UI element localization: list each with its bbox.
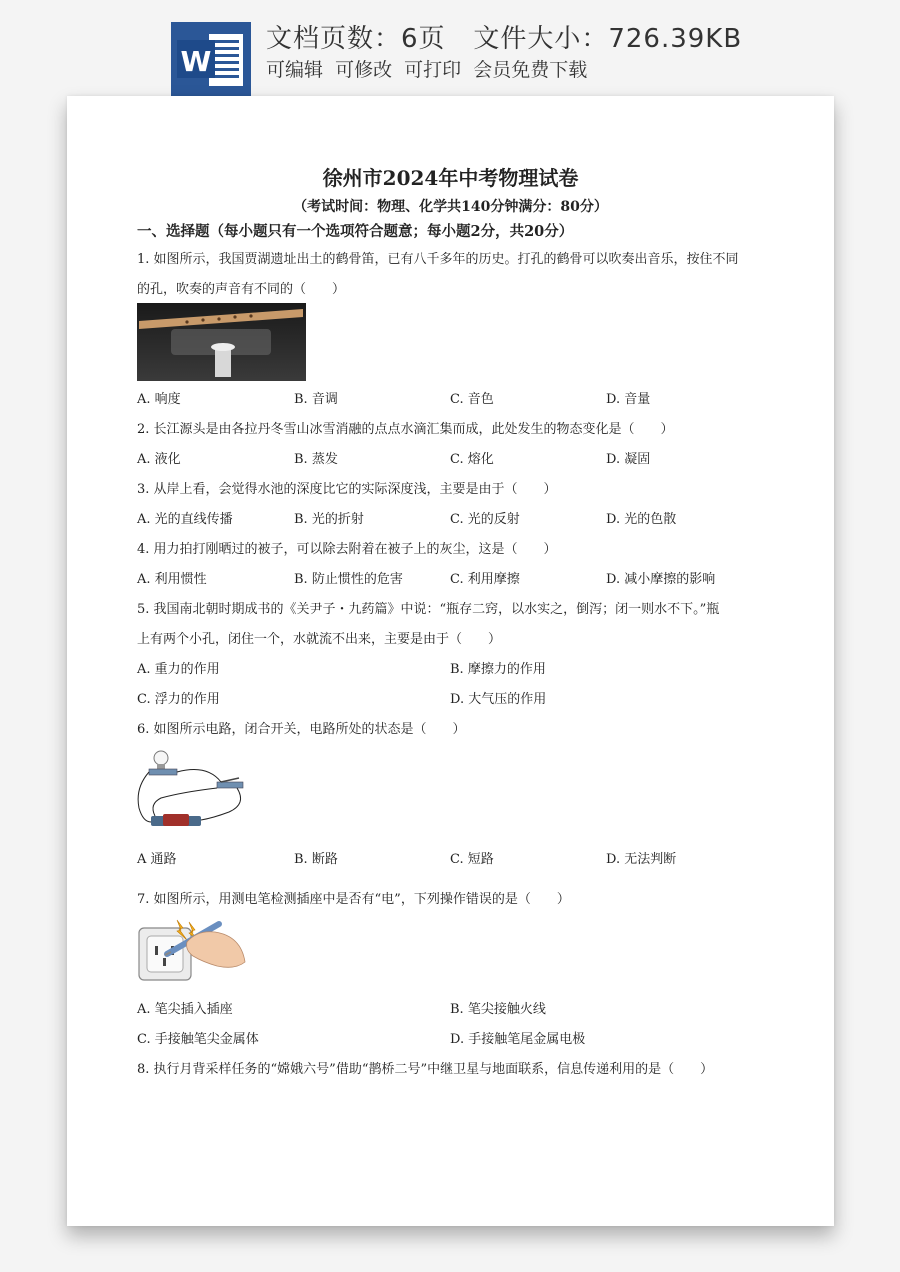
- word-icon-letter: W: [180, 45, 212, 78]
- question-1-option-a: A. 响度: [137, 392, 181, 407]
- question-7-line-1: 7. 如图所示，用测电笔检测插座中是否有“电”，下列操作错误的是（ ）: [137, 892, 570, 907]
- file-features: 可编辑 可修改 可打印 会员免费下载: [266, 59, 588, 81]
- circuit-diagram: [137, 748, 249, 834]
- question-5-option-c: C. 浮力的作用: [137, 692, 220, 707]
- question-2-line-1: 2. 长江源头是由各拉丹冬雪山冰雪消融的点点水滴汇集而成，此处发生的物态变化是（ ）: [137, 422, 674, 437]
- exam-title: 徐州市2024年中考物理试卷: [322, 166, 579, 190]
- question-6-line-1: 6. 如图所示电路，闭合开关，电路所处的状态是（ ）: [137, 722, 466, 737]
- question-1-line-1: 1. 如图所示，我国贾湖遗址出土的鹤骨笛，已有八千多年的历史。打孔的鹤骨可以吹奏出音乐，按住不同: [137, 252, 739, 267]
- question-5-option-d: D. 大气压的作用: [450, 692, 547, 707]
- bone-flute-image: [137, 303, 306, 381]
- question-6-option-c: C. 短路: [450, 852, 494, 867]
- question-3-option-d: D. 光的色散: [606, 512, 677, 527]
- question-6-option-d: D. 无法判断: [606, 852, 677, 867]
- question-1-option-d: D. 音量: [606, 392, 651, 407]
- question-3-option-b: B. 光的折射: [294, 512, 364, 527]
- exam-subtitle: （考试时间：物理、化学共140分钟满分：80分）: [293, 199, 608, 215]
- question-8-line-1: 8. 执行月背采样任务的“嫦娥六号”借助“鹊桥二号”中继卫星与地面联系，信息传递利用的是（ ）: [137, 1062, 714, 1077]
- question-3-option-c: C. 光的反射: [450, 512, 520, 527]
- question-7-option-b: B. 笔尖接触火线: [450, 1002, 546, 1017]
- question-2-option-b: B. 蒸发: [294, 452, 338, 467]
- question-4-line-1: 4. 用力拍打刚晒过的被子，可以除去附着在被子上的灰尘，这是（ ）: [137, 542, 557, 557]
- test-pen-socket-image: [137, 918, 249, 984]
- question-7-option-d: D. 手接触笔尾金属电极: [450, 1032, 586, 1047]
- word-document-icon: [171, 22, 251, 96]
- question-2-option-d: D. 凝固: [606, 452, 651, 467]
- question-3-option-a: A. 光的直线传播: [137, 512, 233, 527]
- question-2-option-a: A. 液化: [137, 452, 181, 467]
- question-6-option-b: B. 断路: [294, 852, 338, 867]
- question-4-option-b: B. 防止惯性的危害: [294, 572, 403, 587]
- document-page: [67, 96, 834, 1226]
- question-5-option-a: A. 重力的作用: [137, 662, 220, 677]
- question-4-option-c: C. 利用摩擦: [450, 572, 520, 587]
- question-1-option-b: B. 音调: [294, 392, 338, 407]
- file-info: 文档页数：6页 文件大小：726.39KB: [266, 24, 743, 54]
- question-5-option-b: B. 摩擦力的作用: [450, 662, 546, 677]
- question-2-option-c: C. 熔化: [450, 452, 494, 467]
- question-6-option-a: A 通路: [137, 852, 177, 867]
- question-5-line-2: 上有两个小孔，闭住一个，水就流不出来，主要是由于（ ）: [137, 632, 502, 647]
- question-5-line-1: 5. 我国南北朝时期成书的《关尹子・九药篇》中说：“瓶存二窍，以水实之，倒泻；闭一则水不下。”瓶: [137, 602, 720, 617]
- question-3-line-1: 3. 从岸上看，会觉得水池的深度比它的实际深度浅，主要是由于（ ）: [137, 482, 557, 497]
- question-1-option-c: C. 音色: [450, 392, 494, 407]
- section-heading: 一、选择题（每小题只有一个选项符合题意；每小题2分，共20分）: [137, 223, 574, 240]
- question-1-line-2: 的孔，吹奏的声音有不同的（ ）: [137, 282, 346, 297]
- question-4-option-d: D. 减小摩擦的影响: [606, 572, 716, 587]
- question-7-option-a: A. 笔尖插入插座: [137, 1002, 233, 1017]
- question-4-option-a: A. 利用惯性: [137, 572, 207, 587]
- question-7-option-c: C. 手接触笔尖金属体: [137, 1032, 259, 1047]
- download-banner: [0, 0, 900, 96]
